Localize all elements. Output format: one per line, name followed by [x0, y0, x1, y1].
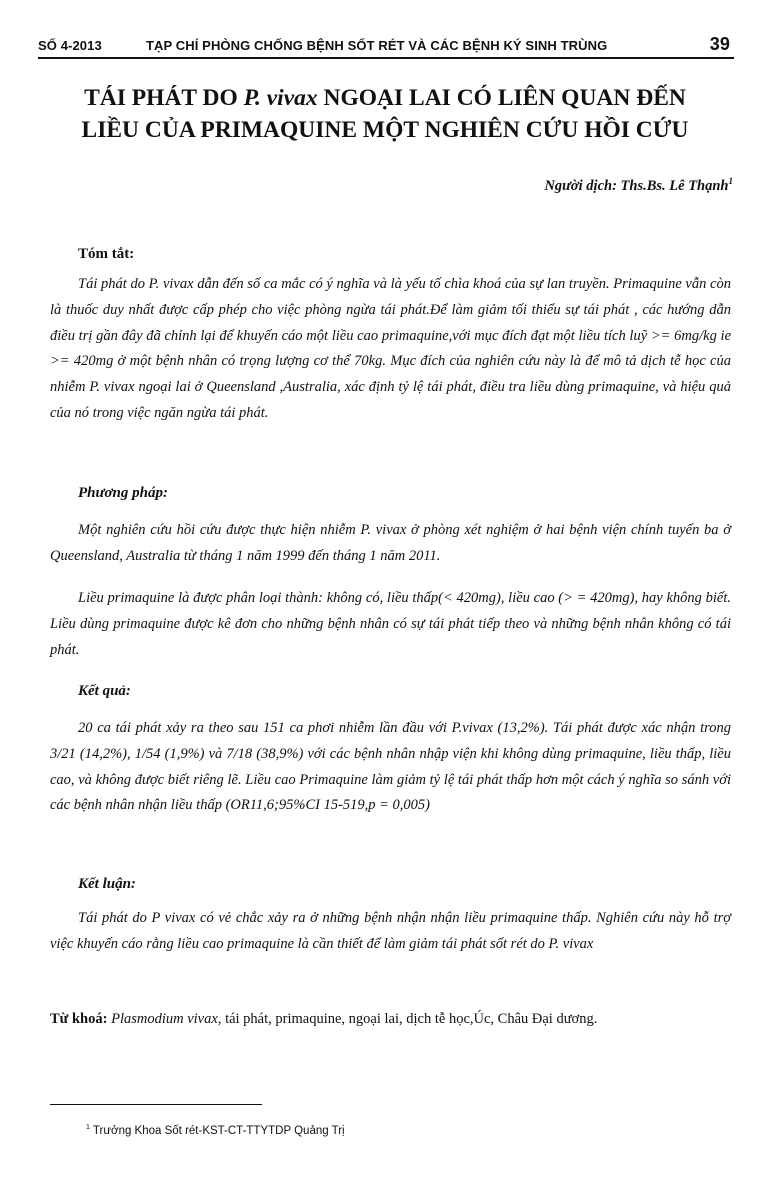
translator-credit — [544, 176, 733, 195]
footnote-mark: 1 — [86, 1124, 90, 1131]
translator-name: Người dịch: Ths.Bs. Lê Thạnh — [544, 177, 729, 194]
footnote-rule — [50, 1104, 262, 1105]
running-header — [38, 34, 732, 56]
summary-heading: Tóm tắt: — [78, 246, 135, 262]
conclusion-heading: Kết luận: — [78, 876, 136, 892]
journal-name: TẠP CHÍ PHÒNG CHỐNG BỆNH SỐT RÉT VÀ CÁC BỆNH KÝ SINH TRÙNG — [146, 38, 608, 53]
title-line2: LIỀU CỦA PRIMAQUINE MỘT NGHIÊN CỨU HỒI CỨU — [81, 117, 689, 143]
title-line1-prefix: TÁI PHÁT DO — [84, 85, 244, 111]
summary-paragraph: Tái phát do P. vivax dẫn đến số ca mắc có ý nghĩa và là yếu tố chìa khoá của sự lan truyền. Primaquine vẫn còn là thuốc duy nhất được cấp phép cho việc phòng ngừa tái phát.Để làm giảm tối thiểu sự tái phát , các hướng dẫn điều trị gần đây đã chỉnh lại để khuyến cáo một liều cao primaquine,với mục đích đạt một liều tích luỹ >= 6mg/kg ie >= 420mg ở một bệnh nhân có trọng lượng cơ thể 70kg. Mục đích của nghiên cứu này là để mô tả dịch tễ học của nhiễm P. vivax ngoại lai ở Queensland ,Australia, xác định tỷ lệ tái phát, điều tra liều dùng primaquine, và hiệu quả của nó trong việc ngăn ngừa tái phát. — [50, 276, 731, 421]
results-heading: Kết quả: — [78, 683, 131, 699]
issue-number: SỐ 4-2013 — [38, 38, 102, 53]
keywords-species: Plasmodium vivax — [111, 1011, 218, 1027]
article-title — [40, 82, 730, 146]
footnote-text: Trưởng Khoa Sốt rét-KST-CT-TTYTDP Quảng Trị — [92, 1124, 345, 1137]
methods-heading: Phương pháp: — [78, 485, 168, 501]
translator-footnote-mark: 1 — [728, 176, 733, 186]
title-line1-suffix: NGOẠI LAI CÓ LIÊN QUAN ĐẾN — [317, 85, 686, 111]
methods-paragraph-2: Liều primaquine là được phân loại thành: không có, liều thấp(< 420mg), liều cao (> = 420mg), hay không biết. Liều dùng primaquine được kê đơn cho những bệnh nhân có sự tái phát tiếp theo và những bệnh nhân không có tái phát. — [50, 590, 731, 658]
conclusion-paragraph: Tái phát do P vivax có vẻ chắc xảy ra ở những bệnh nhận nhận liều primaquine thấp. Nghiên cứu này hỗ trợ việc khuyến cáo rằng liều cao primaquine là cần thiết để làm giảm tái phát sốt rét do P. vivax — [50, 910, 731, 952]
methods-paragraph-1: Một nghiên cứu hồi cứu được thực hiện nhiễm P. vivax ở phòng xét nghiệm ở hai bệnh viện chính tuyến ba ở Queensland, Australia từ tháng 1 năm 1999 đến tháng 1 năm 2011. — [50, 522, 731, 564]
keywords-list: , tái phát, primaquine, ngoại lai, dịch tễ học,Úc, Châu Đại dương. — [217, 1011, 598, 1027]
page-number: 39 — [709, 34, 730, 54]
title-species: P. vivax — [243, 85, 318, 111]
header-rule — [38, 57, 734, 59]
keywords-label: Từ khoá: — [50, 1011, 108, 1027]
results-paragraph: 20 ca tái phát xảy ra theo sau 151 ca phơi nhiễm lần đầu với P.vivax (13,2%). Tái phát được xác nhận trong 3/21 (14,2%), 1/54 (1,9%) và 7/18 (38,9%) với các bệnh nhân nhập viện khi không dùng primaquine, liều thấp, liều cao, và không được biết riêng lẽ. Liều cao Primaquine làm giảm tỷ lệ tái phát thấp hơn một cách ý nghĩa so sánh với các bệnh nhân nhận liều thấp (OR11,6;95%CI 15-519,p = 0,005) — [50, 720, 731, 814]
footnote — [86, 1124, 345, 1137]
keywords-line — [50, 1011, 740, 1028]
